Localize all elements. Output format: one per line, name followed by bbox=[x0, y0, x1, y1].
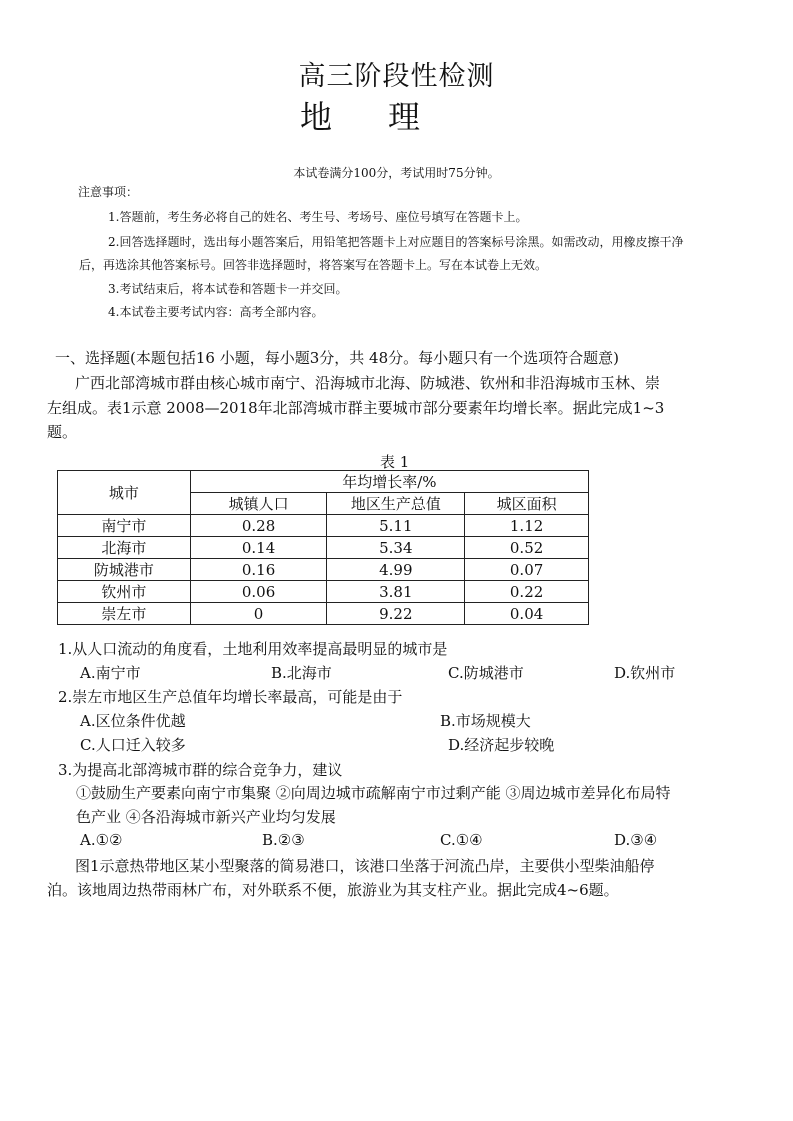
subject-char-2: 理 bbox=[388, 98, 423, 136]
cell-city: 崇左市 bbox=[58, 603, 191, 625]
table-row bbox=[58, 515, 589, 537]
header-gdp: 地区生产总值 bbox=[327, 493, 465, 515]
notice-item-3: 3.考试结束后，将本试卷和答题卡一并交回。 bbox=[108, 282, 348, 296]
cell-pop: 0 bbox=[190, 603, 327, 625]
cell-gdp: 5.11 bbox=[327, 515, 465, 537]
q2-option-d: D.经济起步较晚 bbox=[448, 736, 555, 754]
q3-statement-line1: ①鼓励生产要素向南宁市集聚 ②向周边城市疏解南宁市过剩产能 ③周边城市差异化布局特 bbox=[76, 784, 671, 802]
intro-line-2: 左组成。表1示意 2008—2018年北部湾城市群主要城市部分要素年均增长率。据此完成1~3 bbox=[47, 399, 665, 417]
data-table bbox=[57, 470, 589, 625]
cell-area: 0.04 bbox=[465, 603, 589, 625]
q1-option-b: B.北海市 bbox=[271, 664, 332, 682]
q3-option-a: A.①② bbox=[80, 831, 123, 849]
notice-item-4: 4.本试卷主要考试内容：高考全部内容。 bbox=[108, 305, 324, 319]
q3-option-b: B.②③ bbox=[262, 831, 305, 849]
q2-option-a: A.区位条件优越 bbox=[80, 712, 186, 730]
cell-city: 北海市 bbox=[58, 537, 191, 559]
table-row bbox=[58, 581, 589, 603]
intro-line-3: 题。 bbox=[47, 423, 78, 441]
cell-gdp: 5.34 bbox=[327, 537, 465, 559]
cell-city: 钦州市 bbox=[58, 581, 191, 603]
q1-option-c: C.防城港市 bbox=[448, 664, 524, 682]
q3-option-d: D.③④ bbox=[614, 831, 658, 849]
exam-info: 本试卷满分100分，考试用时75分钟。 bbox=[293, 166, 500, 180]
subject-title bbox=[300, 92, 422, 138]
page-title: 高三阶段性检测 bbox=[298, 61, 495, 92]
cell-pop: 0.06 bbox=[190, 581, 327, 603]
cell-pop: 0.28 bbox=[190, 515, 327, 537]
table-caption: 表 1 bbox=[380, 453, 410, 471]
table-row bbox=[58, 603, 589, 625]
cell-gdp: 4.99 bbox=[327, 559, 465, 581]
cell-city: 南宁市 bbox=[58, 515, 191, 537]
q3-statement-line2: 色产业 ④各沿海城市新兴产业均匀发展 bbox=[76, 808, 336, 826]
cell-pop: 0.16 bbox=[190, 559, 327, 581]
notice-item-2-line2: 后，再选涂其他答案标号。回答非选择题时，将答案写在答题卡上。写在本试卷上无效。 bbox=[79, 258, 548, 272]
header-growth-rate: 年均增长率/% bbox=[190, 471, 588, 493]
cell-area: 0.07 bbox=[465, 559, 589, 581]
cell-area: 0.52 bbox=[465, 537, 589, 559]
intro-line-1: 广西北部湾城市群由核心城市南宁、沿海城市北海、防城港、钦州和非沿海城市玉林、崇 bbox=[75, 374, 661, 392]
cell-gdp: 9.22 bbox=[327, 603, 465, 625]
header-urban-area: 城区面积 bbox=[465, 493, 589, 515]
notice-heading: 注意事项： bbox=[78, 185, 139, 199]
notice-item-2-line1: 2.回答选择题时，选出每小题答案后，用铅笔把答题卡上对应题目的答案标号涂黑。如需改动，用橡皮擦干净 bbox=[108, 235, 684, 249]
cell-area: 1.12 bbox=[465, 515, 589, 537]
notice-item-1: 1.答题前，考生务必将自己的姓名、考生号、考场号、座位号填写在答题卡上。 bbox=[108, 210, 528, 224]
header-urban-population: 城镇人口 bbox=[190, 493, 327, 515]
cell-city: 防城港市 bbox=[58, 559, 191, 581]
figure-intro-line-2: 泊。该地周边热带雨林广布，对外联系不便，旅游业为其支柱产业。据此完成4~6题。 bbox=[47, 881, 619, 899]
q3-stem: 3.为提高北部湾城市群的综合竞争力，建议 bbox=[58, 761, 343, 779]
cell-pop: 0.14 bbox=[190, 537, 327, 559]
cell-area: 0.22 bbox=[465, 581, 589, 603]
cell-gdp: 3.81 bbox=[327, 581, 465, 603]
q1-option-d: D.钦州市 bbox=[614, 664, 676, 682]
q1-stem: 1.从人口流动的角度看，土地利用效率提高最明显的城市是 bbox=[58, 640, 448, 658]
subject-char-1: 地 bbox=[300, 98, 335, 136]
q3-option-c: C.①④ bbox=[440, 831, 483, 849]
section-heading: 一、选择题(本题包括16 小题，每小题3分，共 48分。每小题只有一个选项符合题意) bbox=[55, 349, 619, 367]
q2-option-c: C.人口迁入较多 bbox=[80, 736, 186, 754]
q1-option-a: A.南宁市 bbox=[80, 664, 141, 682]
q2-option-b: B.市场规模大 bbox=[440, 712, 531, 730]
figure-intro-line-1: 图1示意热带地区某小型聚落的简易港口，该港口坐落于河流凸岸，主要供小型柴油船停 bbox=[75, 857, 655, 875]
q2-stem: 2.崇左市地区生产总值年均增长率最高，可能是由于 bbox=[58, 688, 403, 706]
table-row bbox=[58, 559, 589, 581]
table-row bbox=[58, 537, 589, 559]
header-city: 城市 bbox=[58, 471, 191, 515]
